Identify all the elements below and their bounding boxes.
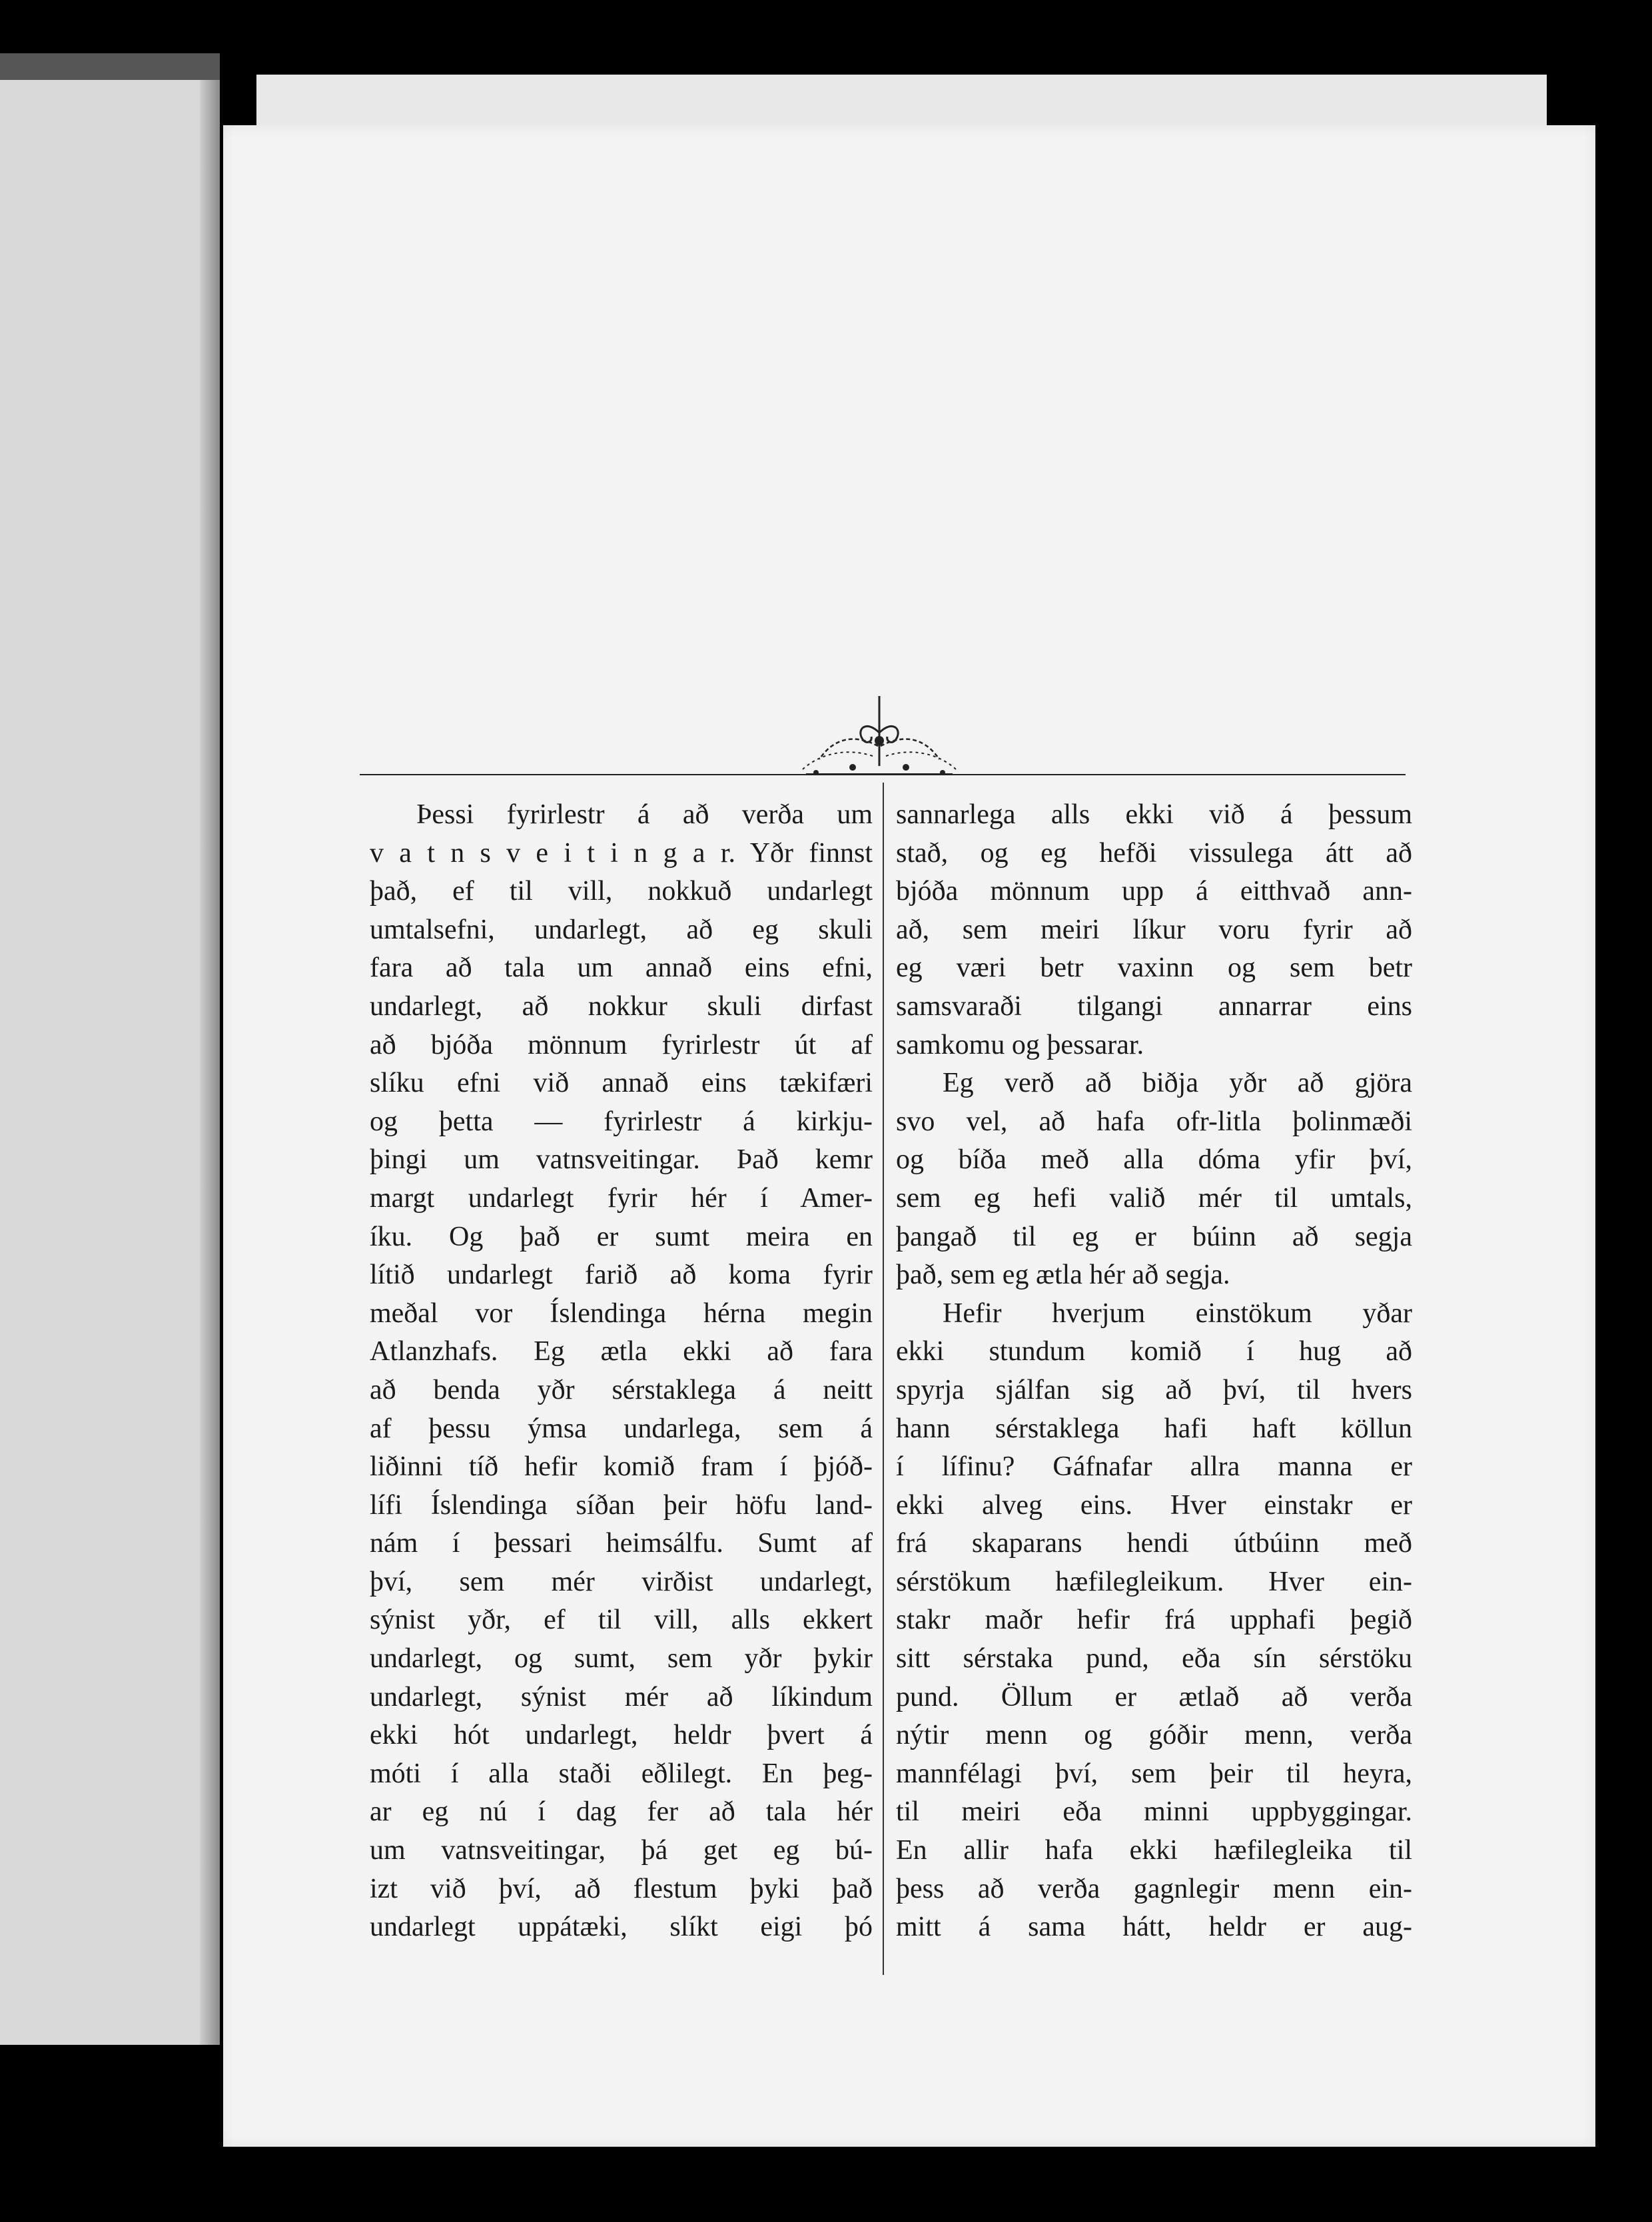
left-page-edge [0,80,213,2045]
column-divider [883,783,884,1975]
text-line: að benda yðr sérstaklega á neitt [370,1374,873,1405]
text-line: umtalsefni, undarlegt, að eg skuli [370,914,873,945]
text-line: En allir hafa ekki hæfilegleika til [896,1835,1412,1866]
text-line: ar eg nú í dag fer að tala hér [370,1796,873,1828]
text-line: lítið undarlegt farið að koma fyrir [370,1260,873,1291]
text-column-right [896,796,1412,1947]
text-line: ekki stundum komið í hug að [896,1336,1412,1367]
text-line: frá skaparans hendi útbúinn með [896,1528,1412,1559]
left-page-shadow [200,80,220,2045]
text-line: íku. Og það er sumt meira en [370,1221,873,1252]
text-line: stakr maðr hefir frá upphafi þegið [896,1605,1412,1636]
text-line: undarlegt, og sumt, sem yðr þykir [370,1643,873,1674]
text-line: undarlegt, að nokkur skuli dirfast [370,990,873,1022]
text-line: þess að verða gagnlegir menn ein- [896,1873,1412,1904]
text-line: samsvaraði tilgangi annarrar eins [896,990,1412,1022]
text-line: að, sem meiri líkur voru fyrir að [896,914,1412,945]
text-line: stað, og eg hefði vissulega átt að [896,837,1412,869]
text-column-left [370,796,873,1947]
text-line: lífi Íslendinga síðan þeir höfu land- [370,1489,873,1521]
text-line: slíku efni við annað eins tækifæri [370,1068,873,1099]
text-line: í lífinu? Gáfnafar allra manna er [896,1451,1412,1483]
book-spine [0,53,220,80]
text-line: þingi um vatnsveitingar. Það kemr [370,1144,873,1176]
text-line: v a t n s v e i t i n g a r. Yðr finnst [370,837,873,869]
text-line: nám í þessari heimsálfu. Sumt af [370,1528,873,1559]
text-line: hann sérstaklega hafi haft köllun [896,1413,1412,1444]
text-line: samkomu og þessarar. [896,1029,1144,1060]
ornament-icon [793,693,966,779]
text-line: bjóða mönnum upp á eitthvað ann- [896,876,1412,907]
text-line: og þetta — fyrirlestr á kirkju- [370,1106,873,1137]
text-line: izt við því, að flestum þyki það [370,1873,873,1904]
text-line: til meiri eða minni uppbyggingar. [896,1796,1412,1828]
text-line: sannarlega alls ekki við á þessum [896,799,1412,830]
text-line: spyrja sjálfan sig að því, til hvers [896,1374,1412,1405]
text-line: svo vel, að hafa ofr-litla þolinmæði [896,1106,1412,1137]
text-line: pund. Öllum er ætlað að verða [896,1681,1412,1712]
text-line: nýtir menn og góðir menn, verða [896,1720,1412,1751]
text-line: meðal vor Íslendinga hérna megin [370,1297,873,1329]
text-line: þangað til eg er búinn að segja [896,1221,1412,1252]
text-line: sérstökum hæfilegleikum. Hver ein- [896,1566,1412,1597]
text-line: Eg verð að biðja yðr að gjöra [943,1068,1412,1099]
text-line: eg væri betr vaxinn og sem betr [896,952,1412,984]
text-line: sitt sérstaka pund, eða sín sérstöku [896,1643,1412,1674]
text-line: sem eg hefi valið mér til umtals, [896,1182,1412,1214]
text-line: af þessu ýmsa undarlega, sem á [370,1413,873,1444]
text-line: að bjóða mönnum fyrirlestr út af [370,1029,873,1060]
text-line: móti í alla staði eðlilegt. En þeg- [370,1758,873,1789]
text-line: Atlanzhafs. Eg ætla ekki að fara [370,1336,873,1367]
text-line: fara að tala um annað eins efni, [370,952,873,984]
text-line: margt undarlegt fyrir hér í Amer- [370,1182,873,1214]
text-line: það, sem eg ætla hér að segja. [896,1260,1230,1291]
text-line: sýnist yðr, ef til vill, alls ekkert [370,1605,873,1636]
text-line: mitt á sama hátt, heldr er aug- [896,1912,1412,1943]
text-line: undarlegt uppátæki, slíkt eigi þó [370,1912,873,1943]
text-line: ekki hót undarlegt, heldr þvert á [370,1720,873,1751]
text-line: um vatnsveitingar, þá get eg bú- [370,1835,873,1866]
text-line: Hefir hverjum einstökum yðar [943,1297,1412,1329]
text-line: undarlegt, sýnist mér að líkindum [370,1681,873,1712]
text-line: það, ef til vill, nokkuð undarlegt [370,876,873,907]
text-line: því, sem mér virðist undarlegt, [370,1566,873,1597]
text-line: ekki alveg eins. Hver einstakr er [896,1489,1412,1521]
header-rule [360,774,1406,775]
text-line: og bíða með alla dóma yfir því, [896,1144,1412,1176]
text-line: liðinni tíð hefir komið fram í þjóð- [370,1451,873,1483]
text-line: Þessi fyrirlestr á að verða um [416,799,873,830]
text-line: mannfélagi því, sem þeir til heyra, [896,1758,1412,1789]
